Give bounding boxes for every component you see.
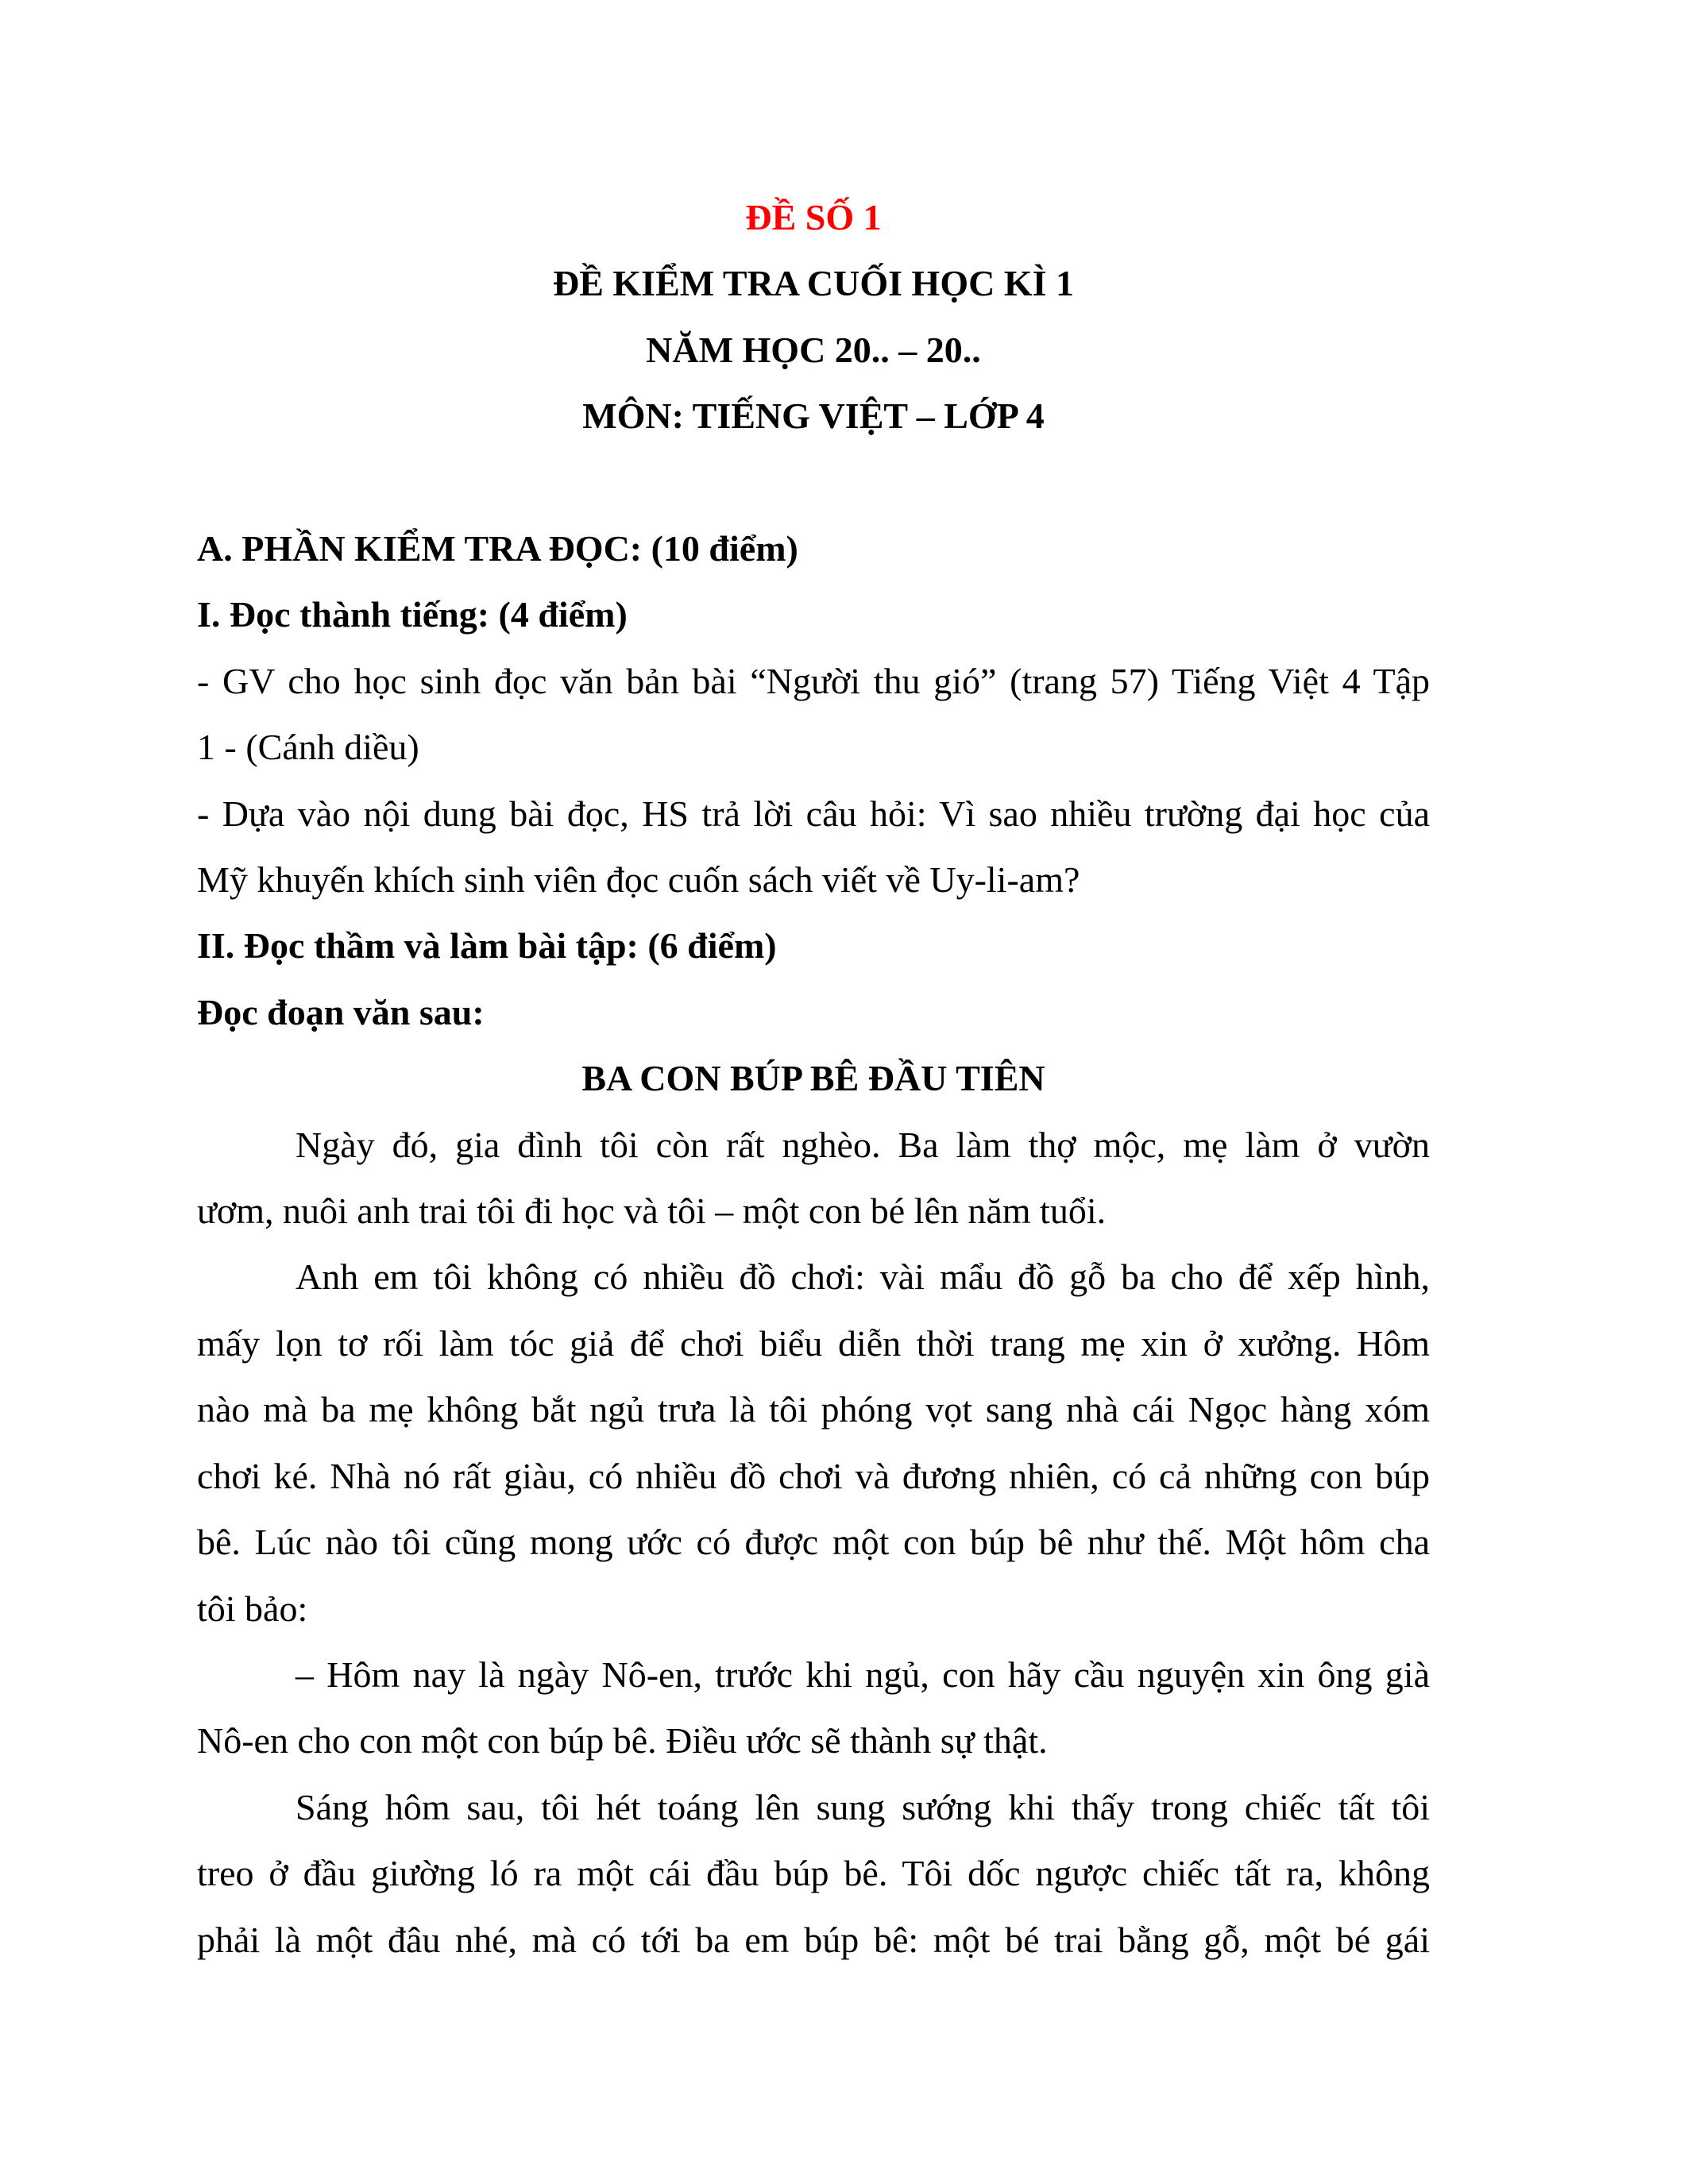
story-line: nào mà ba mẹ không bắt ngủ trưa là tôi phóng vọt sang nhà cái Ngọc hàng xóm [197,1389,1430,1430]
exam-number: ĐỀ SỐ 1 [745,197,882,237]
document-page [197,184,1430,1973]
story-line: Sáng hôm sau, tôi hét toáng lên sung sướng khi thấy trong chiếc tất tôi [295,1786,1430,1827]
part1-line: - GV cho học sinh đọc văn bản bài “Người thu gió” (trang 57) Tiếng Việt 4 Tập [197,660,1430,701]
story-line: Ngày đó, gia đình tôi còn rất nghèo. Ba làm thợ mộc, mẹ làm ở vườn [295,1124,1430,1165]
school-year: NĂM HỌC 20.. – 20.. [646,329,981,370]
story-title: BA CON BÚP BÊ ĐẦU TIÊN [581,1058,1045,1099]
part1-line: Mỹ khuyến khích sinh viên đọc cuốn sách viết về Uy-li-am? [197,859,1080,901]
story-line: Nô-en cho con một con búp bê. Điều ước sẽ thành sự thật. [197,1720,1048,1761]
story-line: treo ở đầu giường ló ra một cái đầu búp bê. Tôi dốc ngược chiếc tất ra, không [197,1853,1430,1894]
exam-title: ĐỀ KIỂM TRA CUỐI HỌC KÌ 1 [552,263,1075,304]
reading-instruction: Đọc đoạn văn sau: [197,991,485,1032]
story-line: phải là một đâu nhé, mà có tới ba em búp bê: một bé trai bằng gỗ, một bé gái [197,1919,1430,1960]
part2-heading: II. Đọc thầm và làm bài tập: (6 điểm) [197,925,777,967]
story-line: – Hôm nay là ngày Nô-en, trước khi ngủ, con hãy cầu nguyện xin ông già [295,1653,1430,1695]
subject: MÔN: TIẾNG VIỆT – LỚP 4 [582,396,1045,437]
story-line: Anh em tôi không có nhiều đồ chơi: vài mẩu đồ gỗ ba cho để xếp hình, [295,1256,1430,1298]
spacer [197,450,1430,515]
story-line: bê. Lúc nào tôi cũng mong ước có được một con búp bê như thế. Một hôm cha [197,1522,1430,1563]
story-line: mấy lọn tơ rối làm tóc giả để chơi biểu diễn thời trang mẹ xin ở xưởng. Hôm [197,1322,1430,1364]
story-line: tôi bảo: [197,1588,308,1629]
part1-heading: I. Đọc thành tiếng: (4 điểm) [197,594,628,635]
section-a-heading: A. PHẦN KIỂM TRA ĐỌC: (10 điểm) [197,528,798,569]
story-line: ươm, nuôi anh trai tôi đi học và tôi – một con bé lên năm tuổi. [197,1190,1107,1232]
part1-line: 1 - (Cánh diều) [197,727,419,768]
part1-line: - Dựa vào nội dung bài đọc, HS trả lời câu hỏi: Vì sao nhiều trường đại học của [197,793,1430,834]
story-line: chơi ké. Nhà nó rất giàu, có nhiều đồ chơi và đương nhiên, có cả những con búp [197,1455,1430,1496]
